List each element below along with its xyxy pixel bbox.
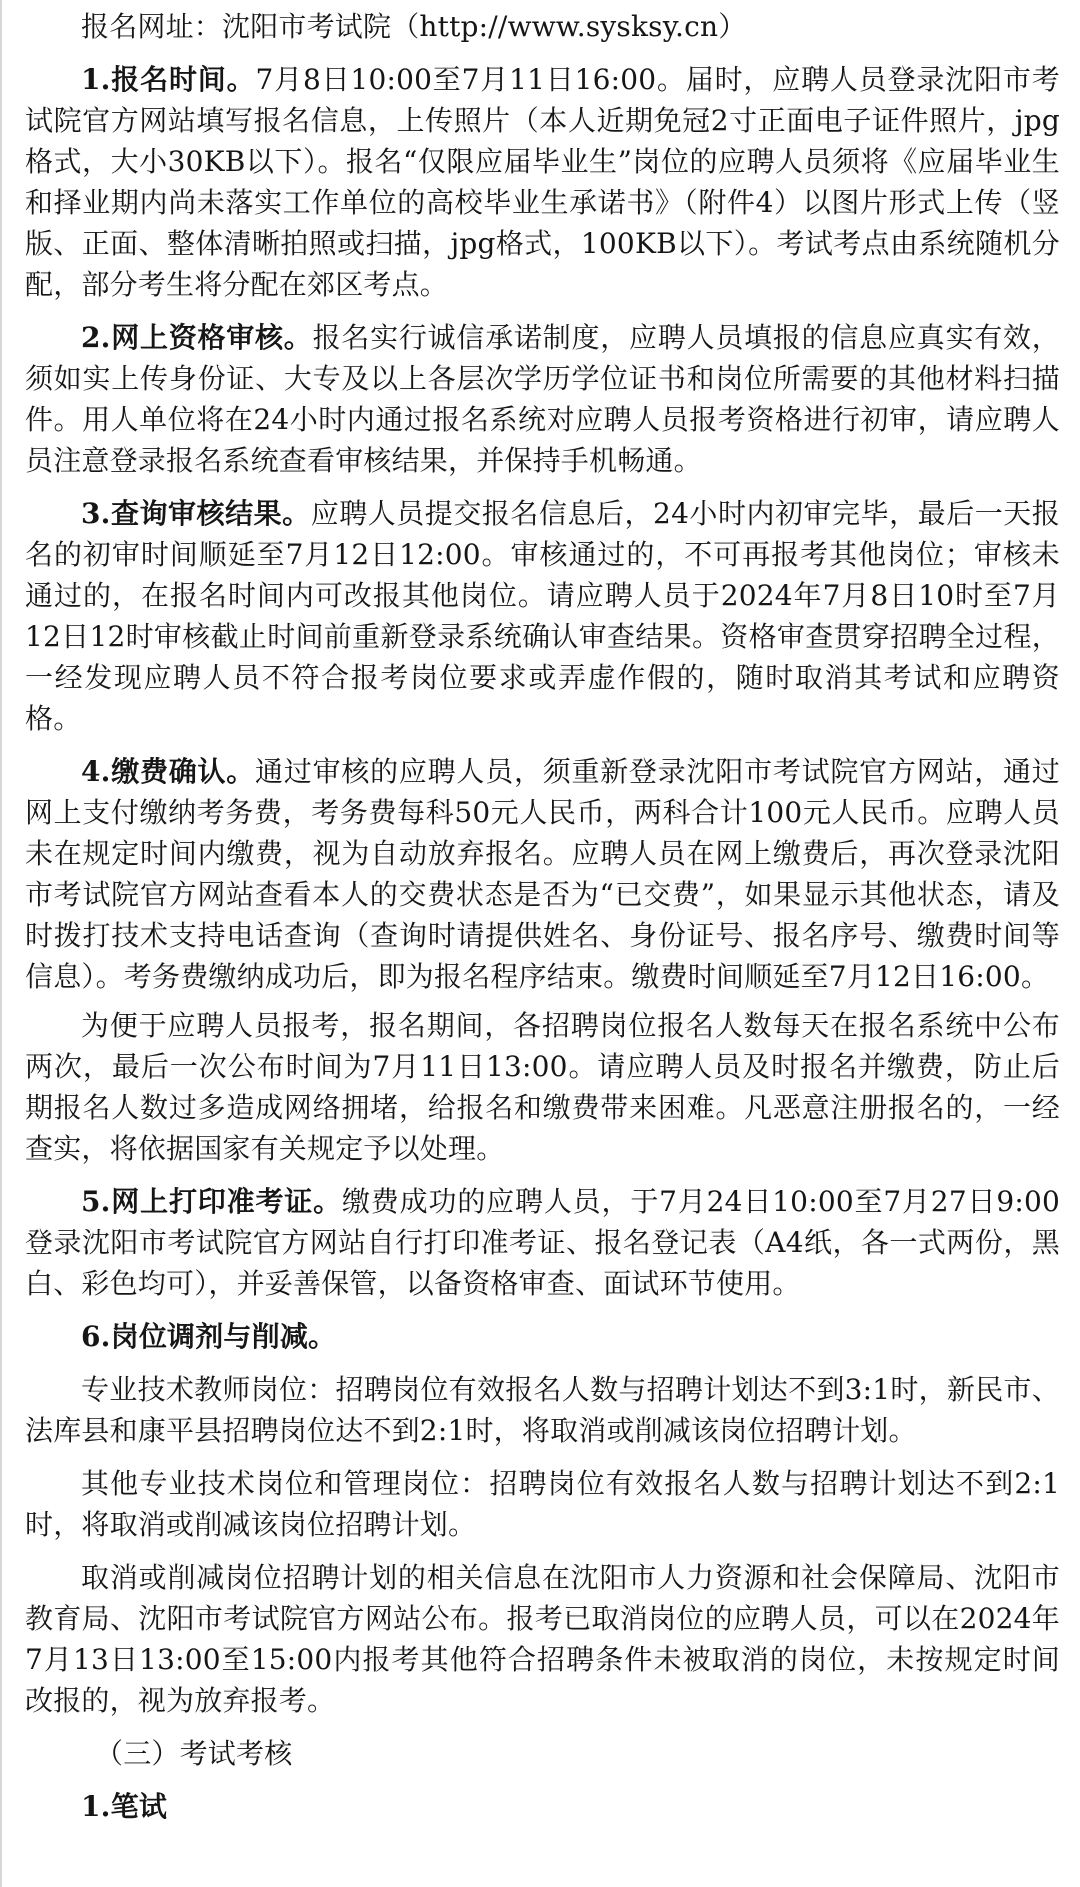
paragraph-text: 取消或削减岗位招聘计划的相关信息在沈阳市人力资源和社会保障局、沈阳市教育局、沈阳市考试院官方网站公布。报考已取消岗位的应聘人员，可以在2024年7月13日13:00至15:00内报考其他符合招聘条件未被取消的岗位，未按规定时间改报的，视为放弃报考。 [25, 1561, 1060, 1717]
paragraph-text: （三）考试考核 [95, 1737, 293, 1770]
paragraph-lead: 5.网上打印准考证。 [81, 1185, 342, 1218]
registration-time-paragraph [25, 59, 1060, 305]
check-review-result-paragraph [25, 493, 1060, 739]
paragraph-text: 为便于应聘人员报考，报名期间，各招聘岗位报名人数每天在报名系统中公布两次，最后一次公布时间为7月11日13:00。请应聘人员及时报名并缴费，防止后期报名人数过多造成网络拥堵，给报名和缴费带来困难。凡恶意注册报名的，一经查实，将依据国家有关规定予以处理。 [25, 1009, 1060, 1165]
payment-confirmation-paragraph [25, 751, 1060, 997]
paragraph-lead: 2.网上资格审核。 [81, 321, 313, 354]
admission-ticket-paragraph [25, 1181, 1060, 1304]
paragraph-text: 通过审核的应聘人员，须重新登录沈阳市考试院官方网站，通过网上支付缴纳考务费，考务费每科50元人民币，两科合计100元人民币。应聘人员未在规定时间内缴费，视为自动放弃报名。应聘人员在网上缴费后，再次登录沈阳市考试院官方网站查看本人的交费状态是否为“已交费”，如果显示其他状态，请及时拨打技术支持电话查询（查询时请提供姓名、身份证号、报名序号、缴费时间等信息）。考务费缴纳成功后，即为报名程序结束。缴费时间顺延至7月12日16:00。 [25, 755, 1060, 993]
paragraph-text: 报名实行诚信承诺制度，应聘人员填报的信息应真实有效，须如实上传身份证、大专及以上各层次学历学位证书和岗位所需要的其他材料扫描件。用人单位将在24小时内通过报名系统对应聘人员报考资格进行初审，请应聘人员注意登录报名系统查看审核结果，并保持手机畅通。 [25, 321, 1060, 477]
document-body [25, 6, 1060, 1827]
left-border [0, 0, 2, 1887]
other-position-rule-paragraph [25, 1463, 1060, 1545]
paragraph-text: 缴费成功的应聘人员，于7月24日10:00至7月27日9:00登录沈阳市考试院官方网站自行打印准考证、报名登记表（A4纸，各一式两份，黑白、彩色均可），并妥善保管，以备资格审查、面试环节使用。 [25, 1185, 1060, 1300]
paragraph-lead: 3.查询审核结果。 [81, 497, 311, 530]
paragraph-lead: 6.岗位调剂与削减。 [81, 1320, 337, 1353]
position-adjustment-heading [25, 1316, 1060, 1357]
written-exam-heading [25, 1786, 1060, 1827]
paragraph-lead: 1.报名时间。 [81, 63, 256, 96]
registration-count-notice-paragraph [25, 1005, 1060, 1169]
registration-url-paragraph [25, 6, 1060, 47]
paragraph-text: 7月8日10:00至7月11日16:00。届时，应聘人员登录沈阳市考试院官方网站填写报名信息，上传照片（本人近期免冠2寸正面电子证件照片，jpg格式，大小30KB以下）。报名“仅限应届毕业生”岗位的应聘人员须将《应届毕业生和择业期内尚未落实工作单位的高校毕业生承诺书》（附件4）以图片形式上传（竖版、正面、整体清晰拍照或扫描，jpg格式，100KB以下）。考试考点由系统随机分配，部分考生将分配在郊区考点。 [25, 63, 1060, 301]
exam-assessment-section-heading [25, 1733, 1060, 1774]
paragraph-text: 报名网址：沈阳市考试院（http://www.sysksy.cn） [81, 10, 747, 43]
paragraph-text: 专业技术教师岗位：招聘岗位有效报名人数与招聘计划达不到3:1时，新民市、法库县和康平县招聘岗位达不到2:1时，将取消或削减该岗位招聘计划。 [25, 1373, 1060, 1447]
paragraph-lead: 1.笔试 [81, 1790, 168, 1823]
paragraph-lead: 4.缴费确认。 [81, 755, 256, 788]
teacher-position-rule-paragraph [25, 1369, 1060, 1451]
paragraph-text: 应聘人员提交报名信息后，24小时内初审完毕，最后一天报名的初审时间顺延至7月12日12:00。审核通过的，不可再报考其他岗位；审核未通过的，在报名时间内可改报其他岗位。请应聘人员于2024年7月8日10时至7月12日12时审核截止时间前重新登录系统确认审查结果。资格审查贯穿招聘全过程，一经发现应聘人员不符合报考岗位要求或弄虚作假的，随时取消其考试和应聘资格。 [25, 497, 1060, 735]
cancellation-notice-paragraph [25, 1557, 1060, 1721]
online-qualification-review-paragraph [25, 317, 1060, 481]
paragraph-text: 其他专业技术岗位和管理岗位：招聘岗位有效报名人数与招聘计划达不到2:1时，将取消或削减该岗位招聘计划。 [25, 1467, 1060, 1541]
